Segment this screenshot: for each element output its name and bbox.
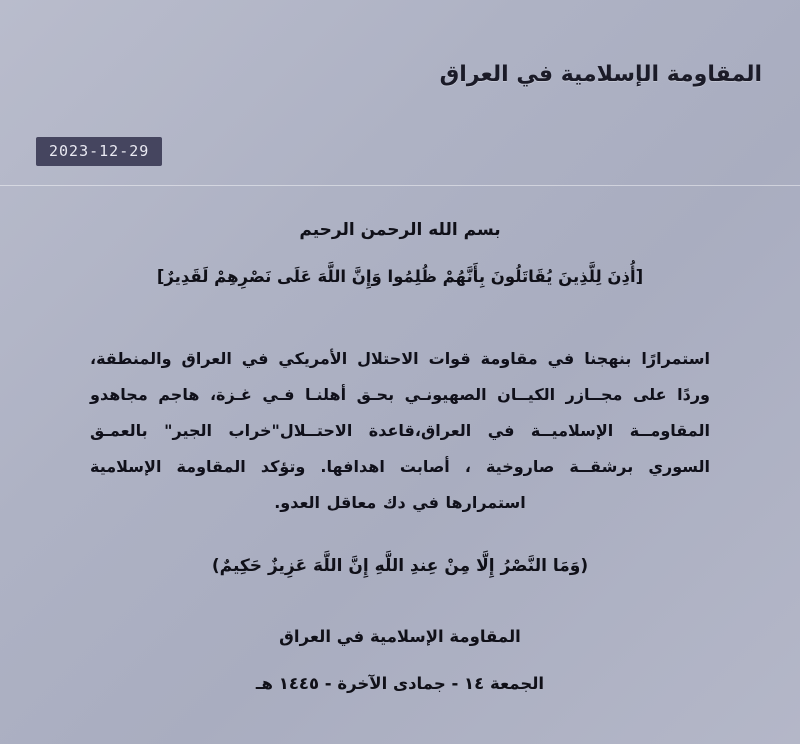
statement-content [0, 217, 800, 700]
organization-logo: المقاومة الإسلامية في العراق [439, 62, 762, 87]
hijri-date-text: الجمعة ١٤ - جمادى الآخرة - ١٤٤٥ هـ [255, 674, 545, 694]
closing-quran-verse: (وَمَا النَّصْرُ إِلَّا مِنْ عِندِ اللَّهِ إِنَّ اللَّهَ عَزِيزٌ حَكِيمٌ) [211, 555, 589, 576]
header [0, 0, 800, 185]
basmala-text: بسم الله الرحمن الرحيم [299, 220, 501, 240]
publication-date-badge: 2023-12-29 [36, 137, 162, 166]
header-divider [0, 185, 800, 186]
signature-text: المقاومة الإسلامية في العراق [279, 627, 521, 647]
opening-quran-verse: [أُذِنَ لِلَّذِينَ يُقَاتَلُونَ بِأَنَّهُمْ ظُلِمُوا وَإِنَّ اللَّهَ عَلَى نَصْرِهِمْ لَقَدِيرٌ] [156, 267, 644, 287]
statement-body-text: استمرارًا بنهجنا في مقاومة قوات الاحتلال الأمريكي في العراق والمنطقة، وردًا على مجــازر الكيــان الصهيونـي بحـق أهلنـا فـي غـزة، هاجم مجاهدو المقاومــة الإسلاميــة في العراق،قاعدة الاحتــلال"خراب الجير" بالعمـق السوري برشقــة صاروخية ، أصابت اهدافها. وتؤكد المقاومة الإسلامية استمرارها في دك معاقل العدو. [90, 348, 710, 512]
